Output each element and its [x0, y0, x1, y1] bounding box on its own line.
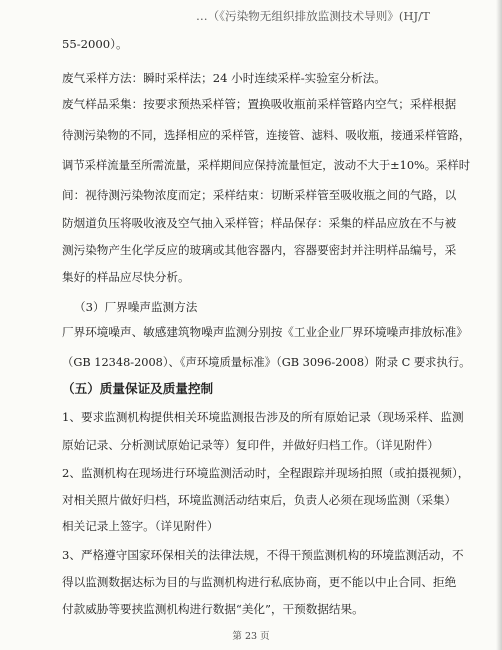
- page-number: 第 23 页: [232, 631, 270, 642]
- text-line: 55-2000）。: [62, 37, 128, 51]
- text-line: 厂界环境噪声、敏感建筑物噪声监测分别按《工业企业厂界环境噪声排放标准》: [62, 325, 468, 339]
- section-heading: （五）质量保证及质量控制: [62, 381, 214, 396]
- page-edge-shadow: [496, 0, 502, 650]
- text-line: 1、要求监测机构提供相关环境监测报告涉及的所有原始记录（现场采样、监测: [62, 410, 464, 424]
- text-line: …（《污染物无组织排放监测技术导则》(HJ/T: [196, 9, 430, 23]
- text-line: 集好的样品应尽快分析。: [62, 270, 190, 284]
- text-line: 测污染物产生化学反应的玻璃或其他容器内，容器要密封并注明样品编号，采: [62, 243, 457, 257]
- text-line: 废气样品采集：按要求预热采样管；置换吸收瓶前采样管路内空气；采样根据: [62, 97, 457, 111]
- text-line: 防烟道负压将吸收液及空气抽入采样管；样品保存：采集的样品应放在不与被: [62, 216, 457, 230]
- text-line: （GB 12348-2008）、《声环境质量标准》（GB 3096-2008）附录 C 要求执行。: [62, 355, 471, 369]
- text-line: 调节采样流量至所需流量，采样期间应保持流量恒定，波动不大于±10%。采样时: [62, 158, 471, 172]
- text-line: 待测污染物的不同，选择相应的采样管，连接管、滤料、吸收瓶，接通采样管路，: [62, 128, 471, 142]
- text-line: 对相关照片做好归档，环境监测活动结束后，负责人必须在现场监测（采集）: [62, 493, 457, 507]
- text-line: 废气采样方法：瞬时采样法；24 小时连续采样-实验室分析法。: [62, 71, 386, 85]
- text-line: 间：视待测污染物浓度而定；采样结束：切断采样管至吸收瓶之间的气路，以: [62, 188, 457, 202]
- text-line: 3、严格遵守国家环保相关的法律法规，不得干预监测机构的环境监测活动，不: [62, 548, 464, 562]
- text-line: 付款威胁等要挟监测机构进行数据“美化”，干预数据结果。: [62, 602, 364, 616]
- text-line: 相关记录上签字。（详见附件）: [62, 519, 219, 533]
- text-line: 2、监测机构在现场进行环境监测活动时，全程跟踪并现场拍照（或拍摄视频），: [62, 466, 470, 480]
- text-line: 得以监测数据达标为目的与监测机构进行私底协商，更不能以中止合同、拒绝: [62, 575, 457, 589]
- section-heading: （3）厂界噪声监测方法: [74, 300, 198, 314]
- text-line: 原始记录、分析测试原始记录等）复印件，并做好归档工作。（详见附件）: [62, 438, 439, 452]
